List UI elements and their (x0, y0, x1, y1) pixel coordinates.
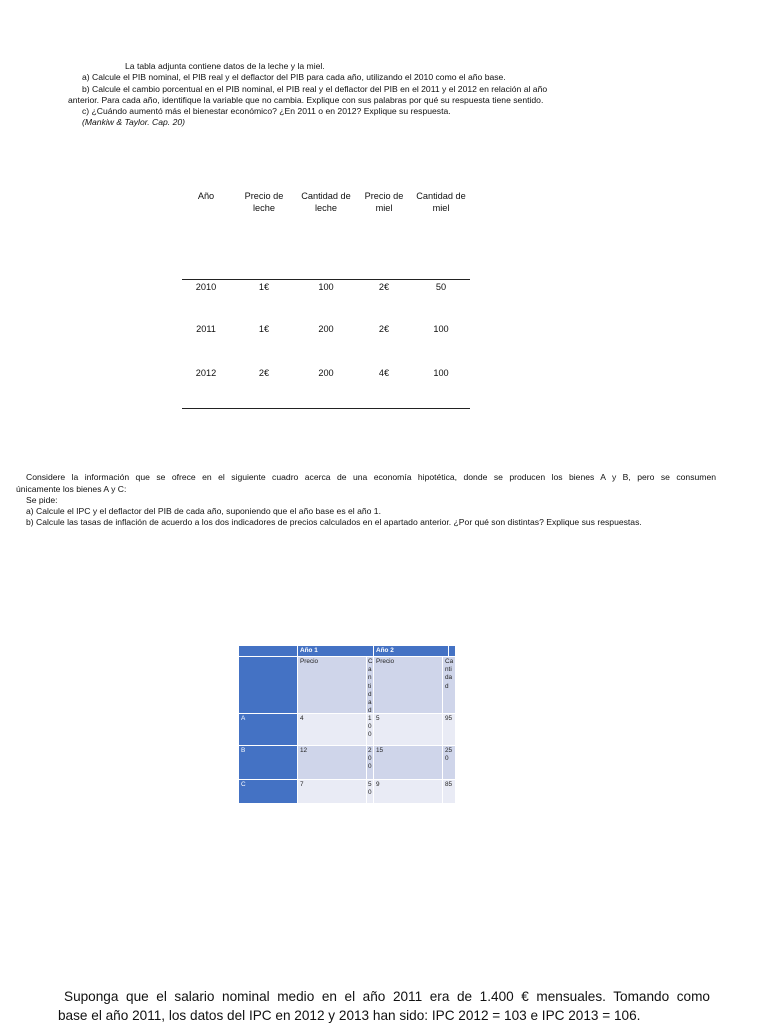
table2-subheader-corner (239, 657, 297, 713)
section2-item-a: a) Calcule el IPC y el deflactor del PIB de cada año, suponiendo que el año base es el año 1. (26, 506, 381, 516)
table1-cell-year: 2011 (196, 324, 216, 334)
table1-cell-honey-price: 2€ (378, 324, 390, 334)
table2-corner (239, 646, 297, 656)
table2-price-year2: 5 (374, 714, 442, 745)
table2-quantity-year2: 250 (443, 746, 455, 779)
section2-para-line1: Considere la información que se ofrece en el siguiente cuadro acerca de una economía hipotética, donde se producen los bienes A y B, pero se consumen (26, 472, 716, 482)
table1-top-rule (182, 279, 470, 280)
table1-header-honey-quantity: Cantidad de miel (416, 191, 466, 213)
section1-item-a: a) Calcule el PIB nominal, el PIB real y el deflactor del PIB para cada año, utilizando el 2010 como el año base. (82, 72, 506, 82)
table2-quantity-year2: 95 (443, 714, 455, 745)
table2-quantity-year1: 100 (367, 714, 373, 745)
table2-price-year2: 15 (374, 746, 442, 779)
table2-price-year1: 7 (298, 780, 366, 803)
table1-cell-milk-price: 1€ (258, 282, 270, 292)
table1-header-milk-quantity: Cantidad de leche (301, 191, 351, 213)
table2-quantity-year1: 200 (367, 746, 373, 779)
table2-row-label: C (239, 780, 297, 803)
table1-cell-milk-price: 1€ (258, 324, 270, 334)
table1-cell-honey-quantity: 100 (433, 324, 449, 334)
table1-cell-honey-price: 4€ (378, 368, 390, 378)
table1-cell-year: 2012 (195, 368, 217, 378)
section3-line2: base el año 2011, los datos del IPC en 2012 y 2013 han sido: IPC 2012 = 103 e IPC 2013 = 106. (58, 1008, 641, 1023)
table1-cell-honey-price: 2€ (378, 282, 390, 292)
table2-quantity-year1: 50 (367, 780, 373, 803)
table1-cell-honey-quantity: 100 (433, 368, 449, 378)
table2-header-year1: Año 1 (298, 646, 373, 656)
table2-subheader-quantity-year2: Cantidad (443, 657, 455, 713)
section3-line1: Suponga que el salario nominal medio en el año 2011 era de 1.400 € mensuales. Tomando como (64, 989, 710, 1004)
table2-subheader-quantity-year1: Cantidad (368, 658, 373, 715)
table1-cell-year: 2010 (195, 282, 217, 292)
table2-price-year2: 9 (374, 780, 442, 803)
table1-cell-milk-quantity: 200 (318, 368, 334, 378)
table1-cell-milk-quantity: 200 (318, 324, 334, 334)
section1-item-b-line2: anterior. Para cada año, identifique la variable que no cambia. Explique con sus palabras por qué su respuesta tiene sentido. (68, 95, 544, 105)
table2-price-year1: 4 (298, 714, 366, 745)
table2-row-label: B (239, 746, 297, 779)
table1-header-year: Año (197, 191, 215, 201)
table2-header-year2: Año 2 (374, 646, 448, 656)
table2-subheader-price-year2: Precio (374, 657, 442, 713)
table1-bottom-rule (182, 408, 470, 409)
section1-intro: La tabla adjunta contiene datos de la leche y la miel. (125, 61, 325, 71)
table1-cell-milk-quantity: 100 (318, 282, 334, 292)
table1-cell-honey-quantity: 50 (435, 282, 447, 292)
table1-cell-milk-price: 2€ (258, 368, 270, 378)
section2-se-pide: Se pide: (26, 495, 58, 505)
table2-quantity-year2: 85 (443, 780, 455, 803)
section1-item-b-line1: b) Calcule el cambio porcentual en el PIB nominal, el PIB real y el deflactor del PIB en el 2011 y el 2012 en relación al año (82, 84, 548, 94)
table2 (239, 646, 455, 803)
section1-citation: (Mankiw & Taylor. Cap. 20) (82, 117, 186, 127)
section2-item-b: b) Calcule las tasas de inflación de acuerdo a los dos indicadores de precios calculados en el apartado anterior. ¿Por qué son distintas? Explique sus respuestas. (26, 517, 642, 527)
section1-item-c: c) ¿Cuándo aumentó más el bienestar económico? ¿En 2011 o en 2012? Explique su respuesta. (82, 106, 451, 116)
table2-row-label: A (239, 714, 297, 745)
table2-price-year1: 12 (298, 746, 366, 779)
table2-header-edge (449, 646, 455, 656)
table2-subheader-price-year1: Precio (298, 657, 366, 713)
section2-para-line2: únicamente los bienes A y C: (16, 484, 127, 494)
table1-header-honey-price: Precio de miel (364, 191, 404, 213)
table1-header-milk-price: Precio de leche (244, 191, 284, 213)
